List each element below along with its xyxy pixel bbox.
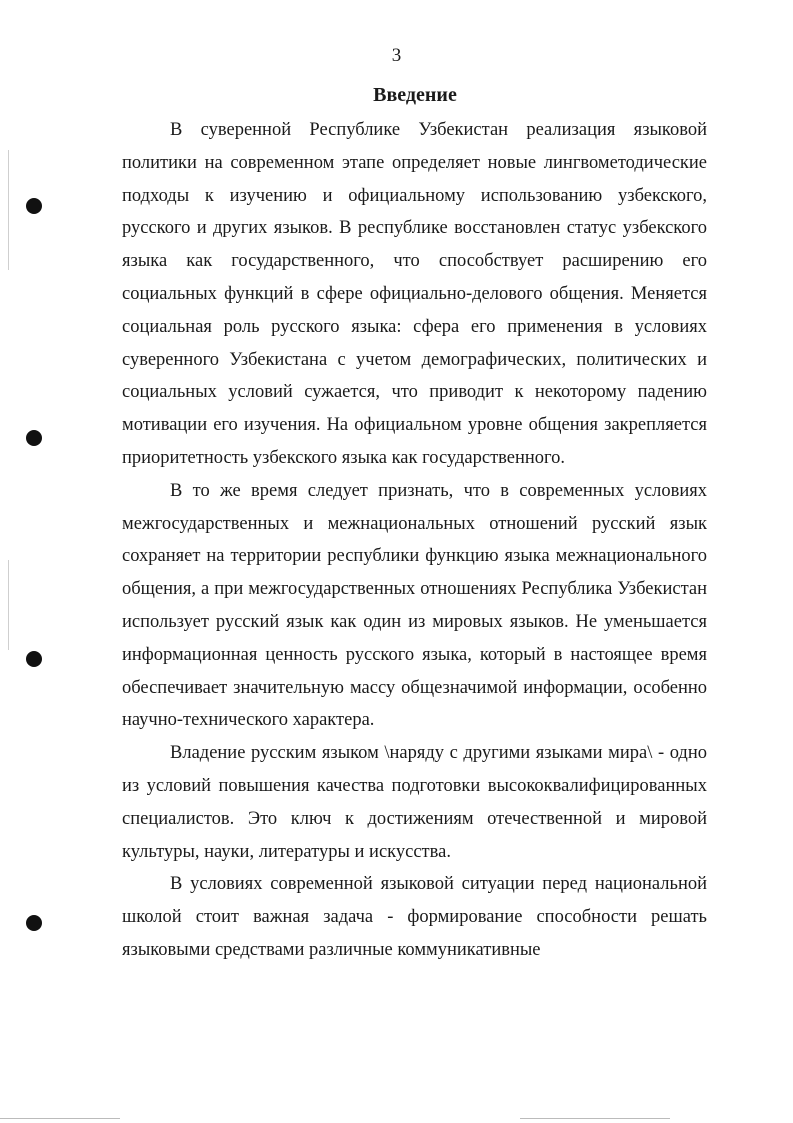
punch-hole-icon bbox=[26, 198, 42, 214]
paragraph: В суверенной Республике Узбекистан реализация языковой политики на современном этапе определяет новые лингвометодические подходы к изучению и официальному использованию узбекского, русского и других языков. В республике восстановлен статус узбекского языка как государственного, что способствует расширению его социальных функций в сфере официально-делового общения. Меняется социальная роль русского языка: сфера его применения в условиях суверенного Узбекистана с учетом демографических, политических и социальных условий сужается, что приводит к некоторому падению мотивации его изучения. На официальном уровне общения закрепляется приоритетность узбекского языка как государственного. bbox=[122, 120, 707, 468]
scan-edge-mark bbox=[8, 560, 9, 650]
punch-hole-icon bbox=[26, 651, 42, 667]
document-body bbox=[122, 114, 707, 967]
page-number: 3 bbox=[391, 45, 402, 66]
scan-bottom-line bbox=[520, 1118, 670, 1119]
punch-hole-icon bbox=[26, 915, 42, 931]
scan-edge-mark bbox=[8, 150, 9, 270]
scan-bottom-line bbox=[0, 1118, 120, 1119]
punch-hole-icon bbox=[26, 430, 42, 446]
paragraph: Владение русским языком \наряду с другими языками мира\ - одно из условий повышения качества подготовки высококвалифицированных специалистов. Это ключ к достижениям отечественной и мировой культуры, науки, литературы и искусства. bbox=[122, 743, 707, 862]
page-title: Введение bbox=[373, 84, 457, 106]
paragraph: В то же время следует признать, что в современных условиях межгосударственных и межнациональных отношений русский язык сохраняет на территории республики функцию языка межнационального общения, а при межгосударственных отношениях Республика Узбекистан использует русский язык как один из мировых языков. Не уменьшается информационная ценность русского языка, который в настоящее время обеспечивает значительную массу общезначимой информации, особенно научно-технического характера. bbox=[122, 480, 707, 731]
paragraph: В условиях современной языковой ситуации перед национальной школой стоит важная задача - формирование способности решать языковыми средствами различные коммуникативные bbox=[122, 874, 707, 960]
